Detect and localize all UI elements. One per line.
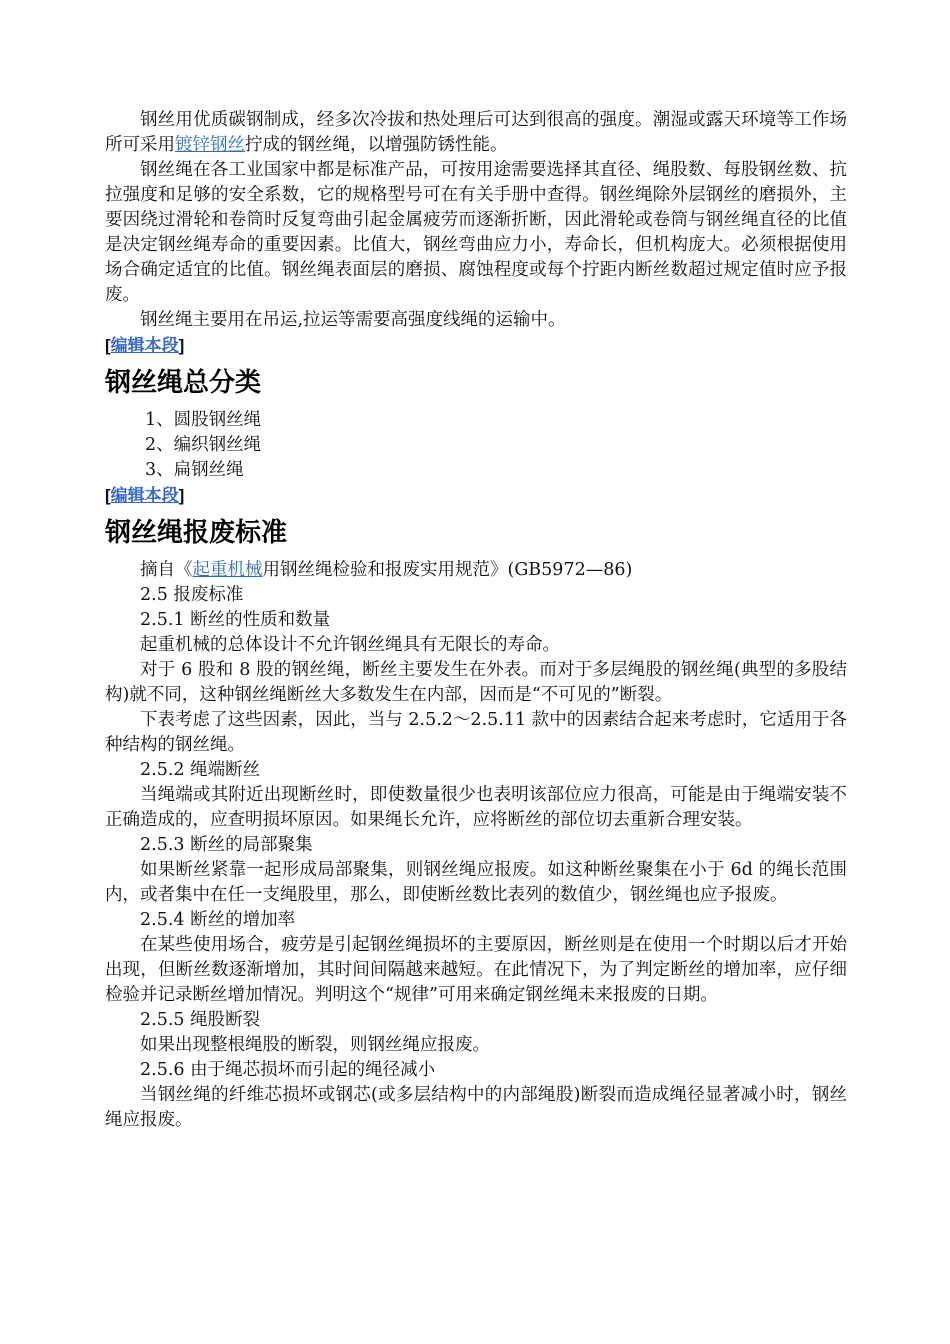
list-item: 3、扁钢丝绳 — [145, 460, 244, 480]
edit-section-button[interactable]: 编辑本段 — [110, 486, 179, 505]
section-heading-classification: 钢丝绳总分类 — [105, 368, 262, 398]
citation-text: 用钢丝绳检验和报废实用规范》(GB5972—86) — [262, 560, 633, 580]
intro-text: 钢丝用优质碳钢制成，经多次冷拔和热处理后可达到很高的强度。潮湿或露天环境等工作场所可采用 — [105, 110, 847, 155]
subsection-title: 2.5.3 断丝的局部聚集 — [140, 835, 313, 855]
edit-section-link-1 — [105, 333, 847, 358]
subsection-title: 2.5.6 由于绳芯损坏而引起的绳径减小 — [140, 1060, 436, 1080]
list-item: 1、圆股钢丝绳 — [145, 410, 262, 430]
subsection-title: 2.5.2 绳端断丝 — [140, 760, 261, 780]
bracket-close: ] — [178, 336, 185, 355]
intro-paragraph-3: 钢丝绳主要用在吊运,拉运等需要高强度线绳的运输中。 — [140, 310, 566, 330]
subsection-title: 2.5.5 绳股断裂 — [140, 1010, 261, 1030]
citation-text: 摘自《 — [140, 560, 193, 580]
body-paragraph: 在某些使用场合，疲劳是引起钢丝绳损坏的主要原因，断丝则是在使用一个时期以后才开始出现，但断丝数逐渐增加，其时间间隔越来越短。在此情况下，为了判定断丝的增加率，应仔细检验并记录断丝增加情况。判明这个“规律”可用来确定钢丝绳未来报废的日期。 — [105, 935, 847, 1005]
body-paragraph: 对于 6 股和 8 股的钢丝绳，断丝主要发生在外表。而对于多层绳股的钢丝绳(典型的多股结构)就不同，这种钢丝绳断丝大多数发生在内部，因而是“不可见的”断裂。 — [105, 660, 847, 705]
bracket-open: [ — [105, 486, 111, 505]
body-paragraph: 当钢丝绳的纤维芯损坏或钢芯(或多层结构中的内部绳股)断裂而造成绳径显著减小时，钢丝绳应报废。 — [105, 1085, 847, 1130]
crane-machinery-link[interactable]: 起重机械 — [192, 560, 263, 580]
subsection-title: 2.5 报废标准 — [140, 585, 244, 605]
source-citation — [105, 558, 847, 583]
subsection-title: 2.5.4 断丝的增加率 — [140, 910, 296, 930]
edit-section-link-2 — [105, 483, 847, 508]
body-paragraph: 下表考虑了这些因素，因此，当与 2.5.2～2.5.11 款中的因素结合起来考虑时，它适用于各种结构的钢丝绳。 — [105, 710, 847, 755]
body-paragraph: 如果断丝紧靠一起形成局部聚集，则钢丝绳应报废。如这种断丝聚集在小于 6d 的绳长范围内，或者集中在任一支绳股里，那么，即使断丝数比表列的数值少，钢丝绳也应予报废。 — [105, 860, 847, 905]
document-body — [105, 108, 847, 1133]
classification-list — [105, 408, 847, 483]
intro-paragraph-1 — [105, 108, 847, 158]
galvanized-wire-link[interactable]: 镀锌钢丝 — [175, 135, 245, 155]
bracket-open: [ — [105, 336, 111, 355]
subsection-title: 2.5.1 断丝的性质和数量 — [140, 610, 331, 630]
list-item: 2、编织钢丝绳 — [145, 435, 262, 455]
intro-text: 拧成的钢丝绳，以增强防锈性能。 — [245, 135, 508, 155]
body-paragraph: 如果出现整根绳股的断裂，则钢丝绳应报废。 — [140, 1035, 490, 1055]
bracket-close: ] — [178, 486, 185, 505]
body-paragraph: 当绳端或其附近出现断丝时，即使数量很少也表明该部位应力很高，可能是由于绳端安装不正确造成的，应查明损坏原因。如果绳长允许，应将断丝的部位切去重新合理安装。 — [105, 785, 847, 830]
body-paragraph: 起重机械的总体设计不允许钢丝绳具有无限长的寿命。 — [140, 635, 560, 655]
edit-section-button[interactable]: 编辑本段 — [110, 336, 179, 355]
section-heading-scrap-standard: 钢丝绳报废标准 — [105, 518, 288, 548]
intro-paragraph-2: 钢丝绳在各工业国家中都是标准产品，可按用途需要选择其直径、绳股数、每股钢丝数、抗拉强度和足够的安全系数，它的规格型号可在有关手册中查得。钢丝绳除外层钢丝的磨损外，主要因绕过滑轮和卷筒时反复弯曲引起金属疲劳而逐渐折断，因此滑轮或卷筒与钢丝绳直径的比值是决定钢丝绳寿命的重要因素。比值大，钢丝弯曲应力小，寿命长，但机构庞大。必须根据使用场合确定适宜的比值。钢丝绳表面层的磨损、腐蚀程度或每个拧距内断丝数超过规定值时应予报废。 — [105, 160, 847, 305]
